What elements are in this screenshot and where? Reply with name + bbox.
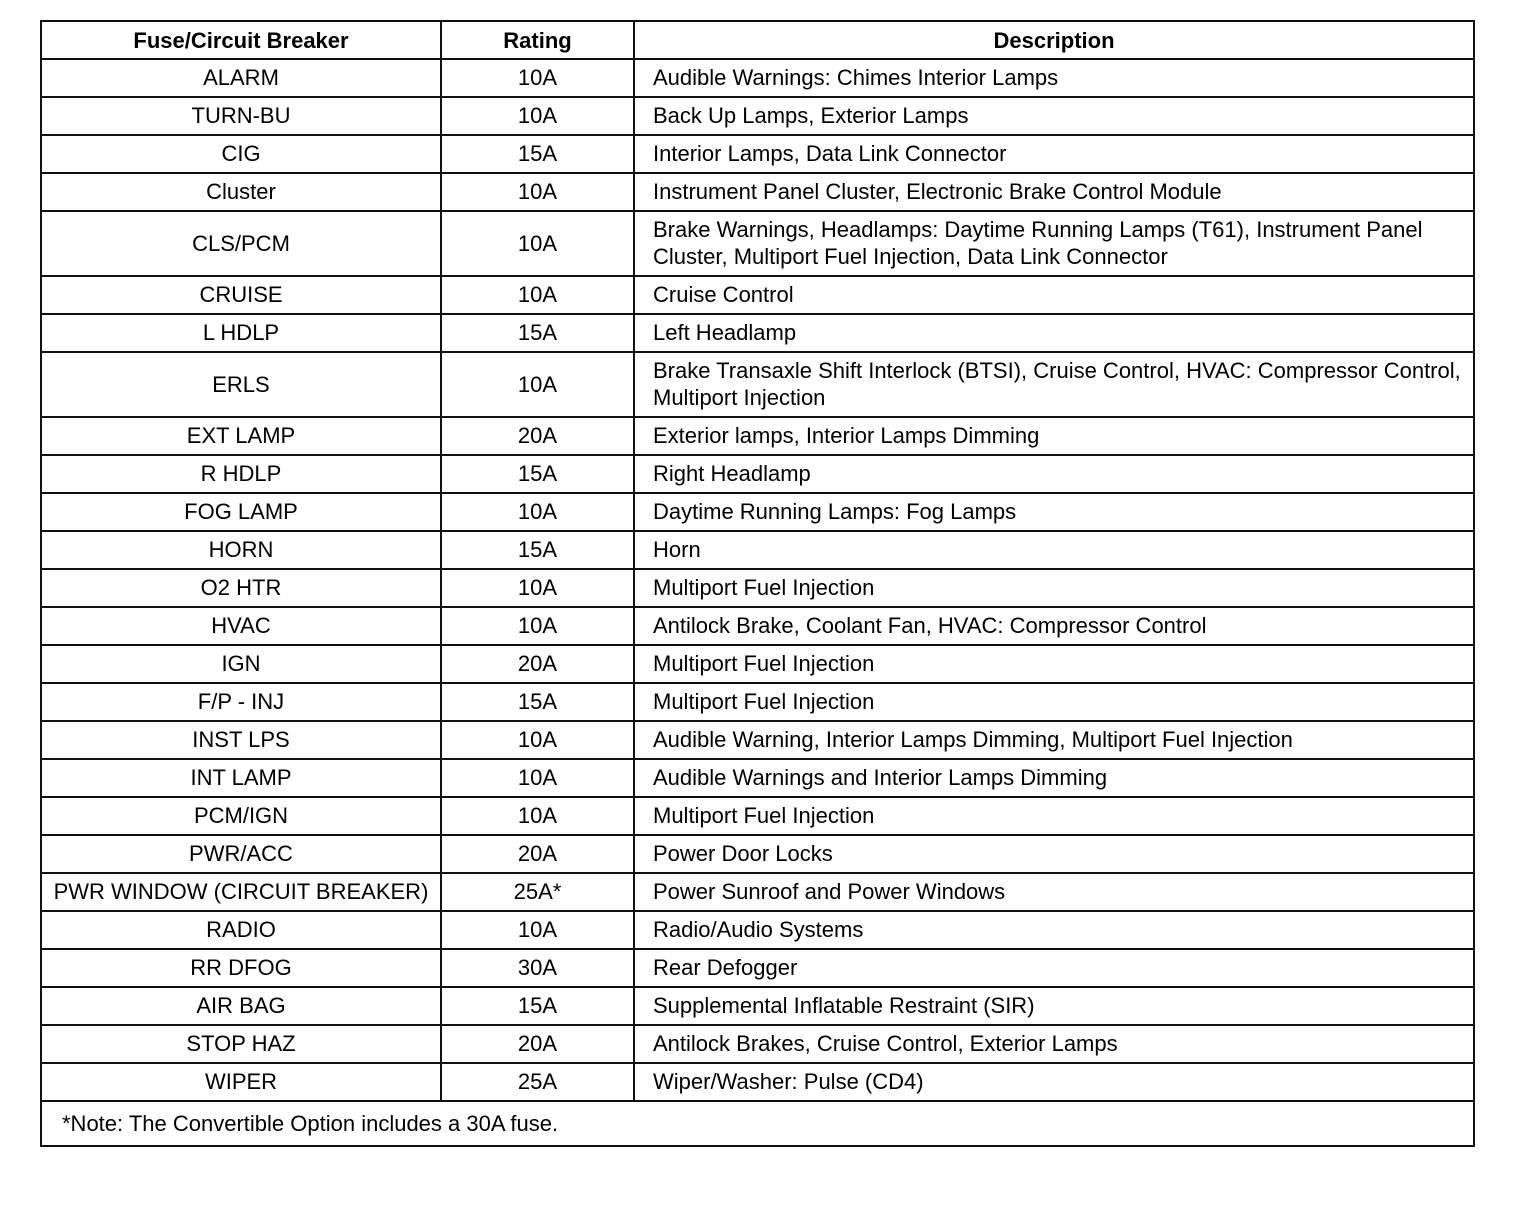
rating-cell: 15A xyxy=(441,531,634,569)
table-row xyxy=(41,493,1474,531)
description-cell: Multiport Fuel Injection xyxy=(634,797,1474,835)
table-row xyxy=(41,455,1474,493)
fuse-name-cell: STOP HAZ xyxy=(41,1025,441,1063)
description-cell: Instrument Panel Cluster, Electronic Brake Control Module xyxy=(634,173,1474,211)
fuse-name-cell: R HDLP xyxy=(41,455,441,493)
table-row xyxy=(41,645,1474,683)
description-cell: Back Up Lamps, Exterior Lamps xyxy=(634,97,1474,135)
rating-cell: 20A xyxy=(441,1025,634,1063)
description-cell: Horn xyxy=(634,531,1474,569)
description-cell: Brake Warnings, Headlamps: Daytime Running Lamps (T61), Instrument Panel Cluster, Multiport Fuel Injection, Data Link Connector xyxy=(634,211,1474,276)
table-row xyxy=(41,949,1474,987)
table-row xyxy=(41,352,1474,417)
rating-cell: 10A xyxy=(441,721,634,759)
table-row xyxy=(41,607,1474,645)
rating-cell: 25A xyxy=(441,1063,634,1101)
note-row xyxy=(41,1101,1474,1146)
fuse-name-cell: HVAC xyxy=(41,607,441,645)
rating-cell: 15A xyxy=(441,135,634,173)
description-cell: Power Door Locks xyxy=(634,835,1474,873)
rating-cell: 10A xyxy=(441,493,634,531)
description-cell: Supplemental Inflatable Restraint (SIR) xyxy=(634,987,1474,1025)
fuse-name-cell: PCM/IGN xyxy=(41,797,441,835)
table-row xyxy=(41,1025,1474,1063)
fuse-name-cell: Cluster xyxy=(41,173,441,211)
table-row xyxy=(41,97,1474,135)
fuse-name-cell: CLS/PCM xyxy=(41,211,441,276)
rating-cell: 30A xyxy=(441,949,634,987)
table-row xyxy=(41,683,1474,721)
rating-cell: 20A xyxy=(441,417,634,455)
fuse-name-cell: EXT LAMP xyxy=(41,417,441,455)
description-cell: Cruise Control xyxy=(634,276,1474,314)
rating-cell: 10A xyxy=(441,211,634,276)
fuse-name-cell: RADIO xyxy=(41,911,441,949)
description-cell: Antilock Brake, Coolant Fan, HVAC: Compressor Control xyxy=(634,607,1474,645)
rating-cell: 15A xyxy=(441,455,634,493)
description-cell: Power Sunroof and Power Windows xyxy=(634,873,1474,911)
description-cell: Right Headlamp xyxy=(634,455,1474,493)
fuse-name-cell: CIG xyxy=(41,135,441,173)
rating-cell: 15A xyxy=(441,987,634,1025)
fuse-name-cell: O2 HTR xyxy=(41,569,441,607)
fuse-name-cell: HORN xyxy=(41,531,441,569)
rating-cell: 10A xyxy=(441,352,634,417)
fuse-name-cell: PWR/ACC xyxy=(41,835,441,873)
description-cell: Antilock Brakes, Cruise Control, Exterior Lamps xyxy=(634,1025,1474,1063)
rating-cell: 15A xyxy=(441,314,634,352)
table-row xyxy=(41,835,1474,873)
rating-cell: 10A xyxy=(441,569,634,607)
fuse-name-cell: L HDLP xyxy=(41,314,441,352)
table-row xyxy=(41,759,1474,797)
fuse-table xyxy=(40,20,1475,1147)
fuse-name-cell: F/P - INJ xyxy=(41,683,441,721)
rating-cell: 25A* xyxy=(441,873,634,911)
table-row xyxy=(41,797,1474,835)
fuse-name-cell: FOG LAMP xyxy=(41,493,441,531)
fuse-name-cell: ALARM xyxy=(41,59,441,97)
table-row xyxy=(41,987,1474,1025)
description-cell: Multiport Fuel Injection xyxy=(634,683,1474,721)
table-row xyxy=(41,314,1474,352)
fuse-name-cell: INT LAMP xyxy=(41,759,441,797)
rating-cell: 10A xyxy=(441,59,634,97)
fuse-name-cell: RR DFOG xyxy=(41,949,441,987)
fuse-name-cell: IGN xyxy=(41,645,441,683)
table-row xyxy=(41,135,1474,173)
description-cell: Interior Lamps, Data Link Connector xyxy=(634,135,1474,173)
table-row xyxy=(41,417,1474,455)
table-row xyxy=(41,59,1474,97)
header-row xyxy=(41,21,1474,59)
fuse-name-cell: CRUISE xyxy=(41,276,441,314)
rating-cell: 10A xyxy=(441,911,634,949)
description-cell: Audible Warning, Interior Lamps Dimming, Multiport Fuel Injection xyxy=(634,721,1474,759)
description-cell: Radio/Audio Systems xyxy=(634,911,1474,949)
rating-cell: 10A xyxy=(441,276,634,314)
description-cell: Left Headlamp xyxy=(634,314,1474,352)
header-description: Description xyxy=(634,21,1474,59)
rating-cell: 15A xyxy=(441,683,634,721)
table-row xyxy=(41,873,1474,911)
header-rating: Rating xyxy=(441,21,634,59)
table-row xyxy=(41,911,1474,949)
description-cell: Wiper/Washer: Pulse (CD4) xyxy=(634,1063,1474,1101)
table-row xyxy=(41,531,1474,569)
rating-cell: 10A xyxy=(441,759,634,797)
description-cell: Audible Warnings and Interior Lamps Dimming xyxy=(634,759,1474,797)
description-cell: Daytime Running Lamps: Fog Lamps xyxy=(634,493,1474,531)
fuse-name-cell: WIPER xyxy=(41,1063,441,1101)
fuse-name-cell: PWR WINDOW (CIRCUIT BREAKER) xyxy=(41,873,441,911)
fuse-name-cell: AIR BAG xyxy=(41,987,441,1025)
fuse-name-cell: ERLS xyxy=(41,352,441,417)
description-cell: Brake Transaxle Shift Interlock (BTSI), Cruise Control, HVAC: Compressor Control, Multiport Injection xyxy=(634,352,1474,417)
rating-cell: 10A xyxy=(441,797,634,835)
table-row xyxy=(41,173,1474,211)
table-row xyxy=(41,276,1474,314)
table-row xyxy=(41,211,1474,276)
table-row xyxy=(41,1063,1474,1101)
description-cell: Rear Defogger xyxy=(634,949,1474,987)
table-row xyxy=(41,721,1474,759)
rating-cell: 10A xyxy=(441,173,634,211)
description-cell: Audible Warnings: Chimes Interior Lamps xyxy=(634,59,1474,97)
footnote: *Note: The Convertible Option includes a 30A fuse. xyxy=(41,1101,1474,1146)
rating-cell: 10A xyxy=(441,97,634,135)
rating-cell: 20A xyxy=(441,835,634,873)
description-cell: Exterior lamps, Interior Lamps Dimming xyxy=(634,417,1474,455)
table-row xyxy=(41,569,1474,607)
rating-cell: 20A xyxy=(441,645,634,683)
rating-cell: 10A xyxy=(441,607,634,645)
fuse-name-cell: INST LPS xyxy=(41,721,441,759)
description-cell: Multiport Fuel Injection xyxy=(634,569,1474,607)
fuse-name-cell: TURN-BU xyxy=(41,97,441,135)
header-fuse: Fuse/Circuit Breaker xyxy=(41,21,441,59)
description-cell: Multiport Fuel Injection xyxy=(634,645,1474,683)
